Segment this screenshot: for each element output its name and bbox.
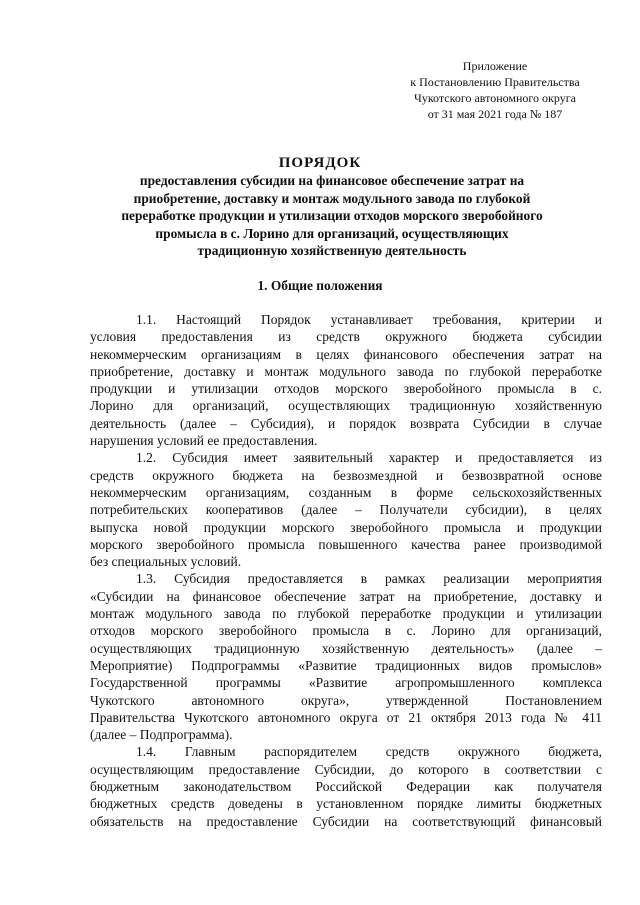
body-text [90,311,602,830]
paragraph-line: осуществляющих традиционную хозяйственную деятельность» (далее – [90,640,602,656]
paragraph-line: обязательств на предоставление Субсидии на соответствующий финансовый [90,813,602,829]
paragraph-line: потребительских кооперативов (далее – Получатели субсидии), в целях [90,502,602,518]
paragraph-line: «Субсидии на финансовое обеспечение затрат на приобретение, доставку и [90,588,602,604]
paragraph-line: условия предоставления из средств окружного бюджета субсидии [90,329,602,345]
paragraph-line: приобретение, доставку и монтаж модульного завода по глубокой переработке [90,363,602,379]
paragraph-line: Мероприятие) Подпрограммы «Развитие традиционных видов промыслов» [90,657,602,673]
document-subtitle [112,172,552,260]
subtitle-line: приобретение, доставку и монтаж модульного завода по глубокой [133,190,531,206]
paragraph-line: 1.3. Субсидия предоставляется в рамках реализации мероприятия [136,571,602,587]
section-heading: 1. Общие положения [257,278,383,293]
paragraph-line: 1.4. Главным распорядителем средств окружного бюджета, [136,744,602,760]
paragraph-line: выпуска новой продукции морского зверобойного промысла и продукции [90,519,602,535]
paragraph-line: средств окружного бюджета на безвозмездной и безвозвратной основе [90,467,602,483]
paragraph-line: некоммерческим организациям в целях финансового обеспечения затрат на [90,346,602,362]
document-title: ПОРЯДОК [278,155,362,171]
paragraph-line: деятельность (далее – Субсидия), и порядок возврата Субсидии в случае [90,415,602,431]
paragraph-line: 1.1. Настоящий Порядок устанавливает требования, критерии и [136,312,602,327]
subtitle-line: переработке продукции и утилизации отходов морского зверобойного [121,208,543,223]
paragraph-line: Чукотского автономного округа», утвержденной Постановлением [90,692,602,708]
paragraph-line: Лорино для организаций, осуществляющих традиционную хозяйственную [90,398,602,414]
paragraph-line: Государственной программы «Развитие агропромышленного комплекса [90,675,602,691]
paragraph-line: нарушения условий ее предоставления. [90,433,318,449]
paragraph-line: 1.2. Субсидия имеет заявительный характер и предоставляется из [136,450,602,466]
subtitle-line: предоставления субсидии на финансовое обеспечение затрат на [139,173,525,188]
annex-line: Чукотского автономного округа [414,91,576,105]
paragraph-line: без специальных условий. [90,554,242,570]
subtitle-line: традиционную хозяйственную деятельность [197,243,467,258]
annex-line: от 31 мая 2021 года № 187 [427,107,563,121]
paragraph-line: Правительства Чукотского автономного округа от 21 октября 2013 года № 411 [90,709,602,725]
annex-line: к Постановлению Правительства [410,75,580,89]
paragraph-line: монтаж модульного завода по глубокой переработке продукции и утилизации [90,606,602,622]
paragraph-line: некоммерческим организациям, созданным в форме сельскохозяйственных [90,484,602,500]
paragraph-line: морского зверобойного промысла повышенного качества ранее производимой [90,536,602,552]
paragraph-line: отходов морского зверобойного промысла в с. Лорино для организаций, [90,623,602,639]
paragraph-line: бюджетных средств доведены в установленном порядке лимиты бюджетных [90,796,602,812]
paragraph-line: (далее – Подпрограмма). [90,727,233,743]
paragraph-line: продукции и утилизации отходов морского зверобойного промысла в с. [90,381,602,397]
subtitle-line: промысла в с. Лорино для организаций, осуществляющих [155,225,509,241]
annex-line: Приложение [462,59,528,73]
paragraph-line: осуществляющим предоставление Субсидии, до которого в соответствии с [90,761,602,777]
annex-block [400,58,590,122]
paragraph-line: бюджетным законодательством Российской Федерации как получателя [90,779,602,795]
